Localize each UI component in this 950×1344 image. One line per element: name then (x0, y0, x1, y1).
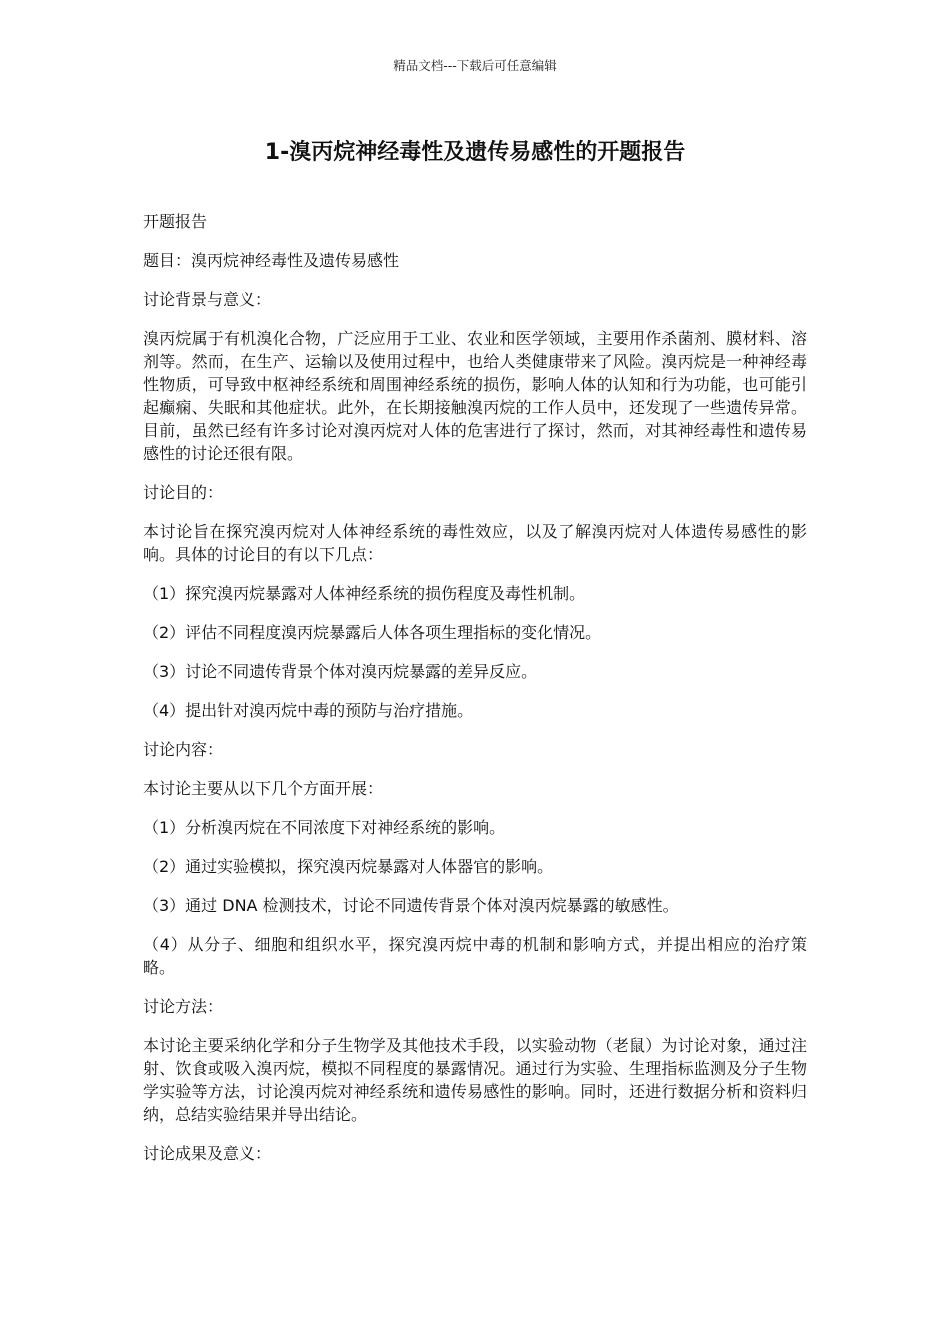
paragraph-report-label: 开题报告 (143, 212, 208, 231)
paragraph-purpose: 本讨论旨在探究溴丙烷对人体神经系统的毒性效应，以及了解溴丙烷对人体遗传易感性的影响。具体的讨论目的有以下几点： (143, 522, 807, 564)
page-title: 1-溴丙烷神经毒性及遗传易感性的开题报告 (264, 140, 686, 165)
heading-method: 讨论方法： (143, 997, 224, 1016)
list-item: （2）评估不同程度溴丙烷暴露后人体各项生理指标的变化情况。 (143, 623, 602, 642)
document-body (143, 210, 807, 1181)
heading-content: 讨论内容： (143, 740, 224, 759)
paragraph-topic: 题目：溴丙烷神经毒性及遗传易感性 (143, 251, 400, 270)
list-item: （1）探究溴丙烷暴露对人体神经系统的损伤程度及毒性机制。 (143, 584, 586, 603)
list-item: （4）提出针对溴丙烷中毒的预防与治疗措施。 (143, 701, 474, 720)
heading-background: 讨论背景与意义： (143, 290, 272, 309)
paragraph-content-intro: 本讨论主要从以下几个方面开展： (143, 779, 384, 798)
header-note: 精品文档---下载后可任意编辑 (393, 58, 557, 73)
list-item: （1）分析溴丙烷在不同浓度下对神经系统的影响。 (143, 818, 506, 837)
list-item: （3）讨论不同遗传背景个体对溴丙烷暴露的差异反应。 (143, 662, 538, 681)
paragraph-background: 溴丙烷属于有机溴化合物，广泛应用于工业、农业和医学领域，主要用作杀菌剂、膜材料、溶剂等。然而，在生产、运输以及使用过程中，也给人类健康带来了风险。溴丙烷是一种神经毒性物质，可导致中枢神经系统和周围神经系统的损伤，影响人体的认知和行为功能，也可能引起癫痫、失眠和其他症状。此外，在长期接触溴丙烷的工作人员中，还发现了一些遗传异常。目前，虽然已经有许多讨论对溴丙烷对人体的危害进行了探讨，然而，对其神经毒性和遗传易感性的讨论还很有限。 (143, 329, 807, 463)
heading-purpose: 讨论目的： (143, 483, 224, 502)
heading-results: 讨论成果及意义： (143, 1144, 272, 1163)
list-item: （4）从分子、细胞和组织水平，探究溴丙烷中毒的机制和影响方式，并提出相应的治疗策略。 (143, 935, 807, 977)
list-item: （3）通过 DNA 检测技术，讨论不同遗传背景个体对溴丙烷暴露的敏感性。 (143, 896, 679, 915)
paragraph-method: 本讨论主要采纳化学和分子生物学及其他技术手段，以实验动物（老鼠）为讨论对象，通过注射、饮食或吸入溴丙烷，模拟不同程度的暴露情况。通过行为实验、生理指标监测及分子生物学实验等方法，讨论溴丙烷对神经系统和遗传易感性的影响。同时，还进行数据分析和资料归纳，总结实验结果并导出结论。 (143, 1036, 807, 1124)
list-item: （2）通过实验模拟，探究溴丙烷暴露对人体器官的影响。 (143, 857, 554, 876)
